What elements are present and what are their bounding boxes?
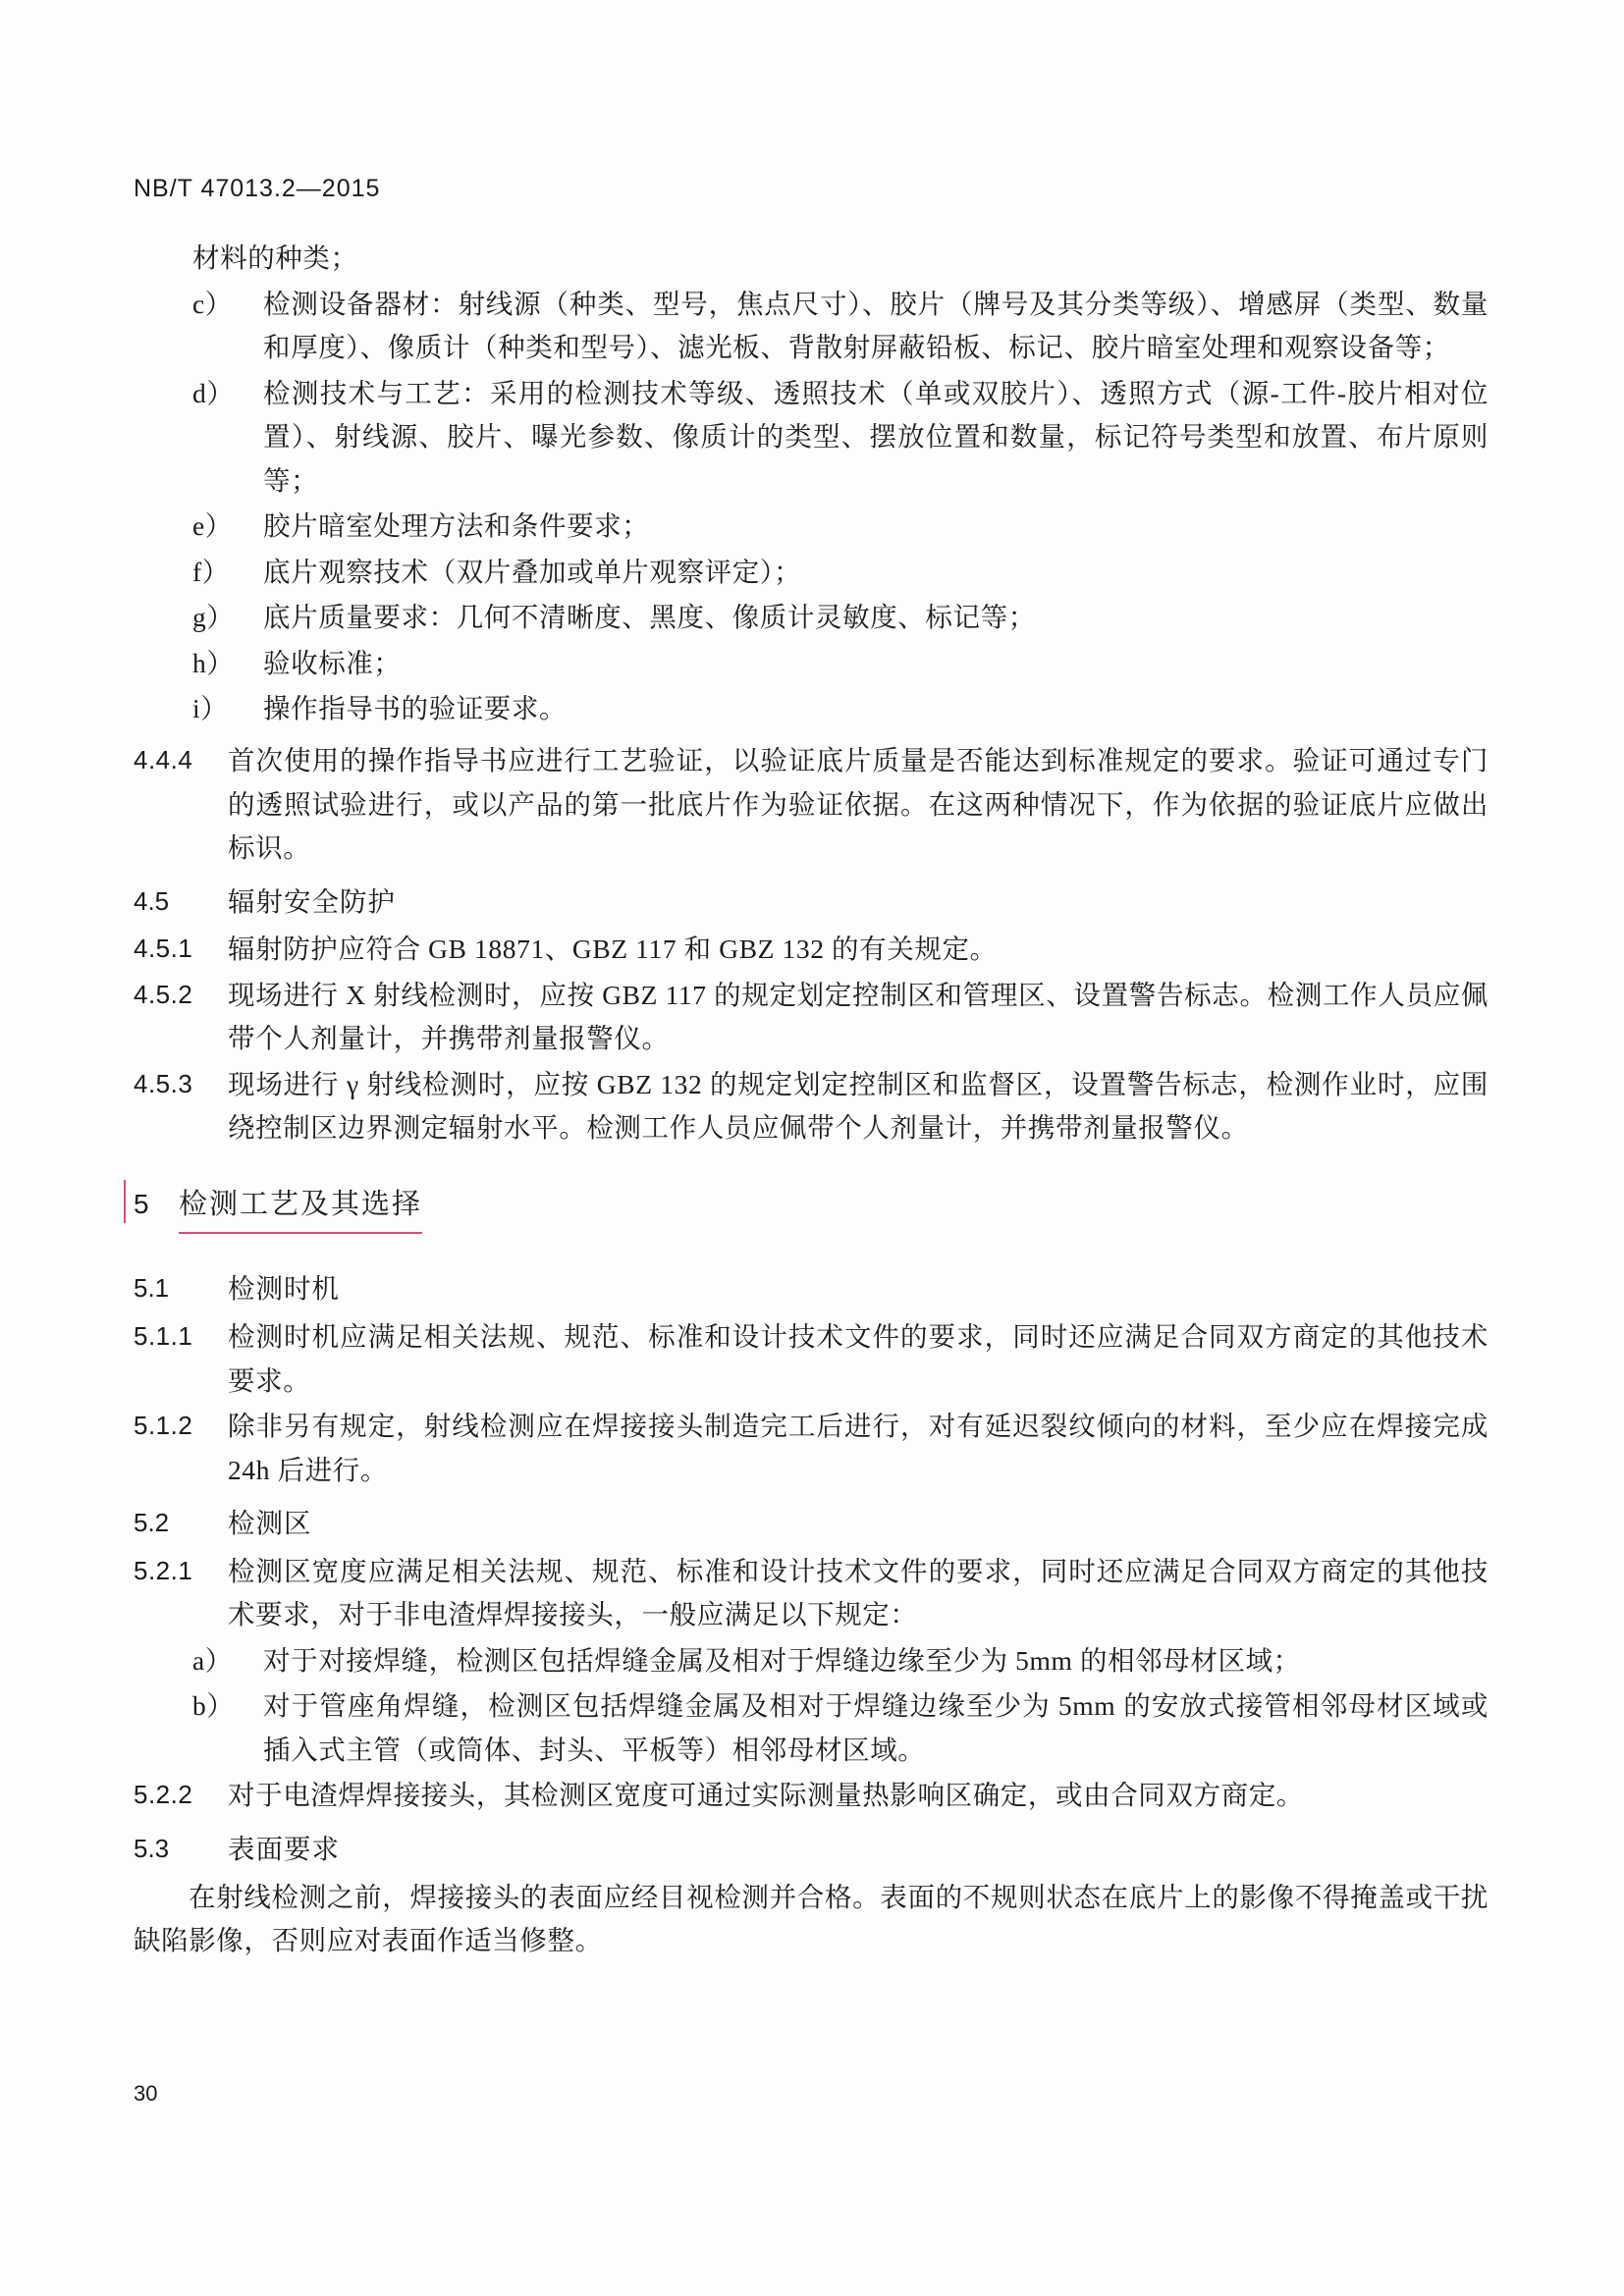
clause-number: 5.1.1 — [134, 1320, 193, 1351]
list-text: 检测设备器材：射线源（种类、型号，焦点尺寸）、胶片（牌号及其分类等级）、增感屏（类型、数量和厚度）、像质计（种类和型号）、滤光板、背散射屏蔽铅板、标记、胶片暗室处理和观察设备等； — [263, 288, 1489, 363]
clause-4-5-heading — [134, 881, 1489, 925]
page-content — [134, 175, 1489, 1965]
clause-text: 辐射防护应符合 GB 18871、GBZ 117 和 GBZ 132 的有关规定。 — [228, 934, 998, 965]
list-marker: g） — [192, 602, 235, 633]
clause-title: 检测时机 — [228, 1273, 340, 1305]
clause-number: 5.3 — [134, 1834, 170, 1863]
list-marker: b） — [192, 1690, 235, 1722]
clause-number: 4.5.2 — [134, 979, 193, 1009]
clause-5-3-heading — [134, 1828, 1489, 1872]
clause-title: 检测区 — [228, 1508, 312, 1539]
clause-number: 4.5.3 — [134, 1068, 193, 1098]
list-item — [192, 642, 1489, 686]
clause-text: 对于电渣焊焊接接头，其检测区宽度可通过实际测量热影响区确定，或由合同双方商定。 — [228, 1780, 1304, 1811]
page-number: 30 — [134, 2081, 158, 2106]
list-item — [192, 596, 1489, 640]
list-marker: a） — [192, 1644, 233, 1676]
list-text: 验收标准； — [263, 647, 402, 678]
clause-title: 辐射安全防护 — [228, 885, 396, 917]
top-fragment-text: 材料的种类； — [192, 242, 358, 273]
clause-5-1-2 — [134, 1405, 1489, 1492]
list-item — [192, 283, 1489, 370]
clause-number: 5.2 — [134, 1508, 170, 1538]
list-item — [192, 551, 1489, 595]
list-item — [192, 1639, 1489, 1683]
section-5-heading — [134, 1184, 1489, 1243]
clause-4-5-1 — [134, 928, 1489, 972]
clause-5-1-heading — [134, 1267, 1489, 1311]
clause-5-1-1 — [134, 1315, 1489, 1403]
list-text: 胶片暗室处理方法和条件要求； — [263, 510, 650, 542]
clause-text: 检测区宽度应满足相关法规、规范、标准和设计技术文件的要求，同时还应满足合同双方商定的其他技术要求，对于非电渣焊焊接接头，一般应满足以下规定： — [228, 1555, 1489, 1630]
list-item — [192, 505, 1489, 549]
page-header-standard-id: NB/T 47013.2—2015 — [134, 175, 381, 202]
clause-text: 除非另有规定，射线检测应在焊接接头制造完工后进行，对有延迟裂纹倾向的材料，至少应在焊接完成 24h 后进行。 — [228, 1411, 1489, 1485]
clause-text: 检测时机应满足相关法规、规范、标准和设计技术文件的要求，同时还应满足合同双方商定的其他技术要求。 — [228, 1320, 1489, 1396]
clause-text: 现场进行 X 射线检测时，应按 GBZ 117 的规定划定控制区和管理区、设置警告标志。检测工作人员应佩带个人剂量计，并携带剂量报警仪。 — [228, 979, 1489, 1054]
list-text: 对于对接焊缝，检测区包括焊缝金属及相对于焊缝边缘至少为 5mm 的相邻母材区域； — [263, 1644, 1301, 1676]
list-text: 底片观察技术（双片叠加或单片观察评定）； — [263, 556, 802, 587]
clause-5-2-1 — [134, 1550, 1489, 1637]
list-marker: h） — [192, 647, 235, 678]
list-text: 操作指导书的验证要求。 — [263, 693, 568, 724]
list-item — [192, 1684, 1489, 1772]
clause-number: 4.5 — [134, 885, 170, 916]
clause-5-2-2 — [134, 1774, 1489, 1818]
clause-number: 5.2.1 — [134, 1555, 193, 1585]
clause-521-sublist — [192, 1639, 1489, 1773]
section-title: 检测工艺及其选择 — [179, 1184, 422, 1235]
list-marker: f） — [192, 556, 230, 587]
list-text: 对于管座角焊缝，检测区包括焊缝金属及相对于焊缝边缘至少为 5mm 的安放式接管相邻母材区域或插入式主管（或筒体、封头、平板等）相邻母材区域。 — [263, 1690, 1489, 1765]
clause-text: 现场进行 γ 射线检测时，应按 GBZ 132 的规定划定控制区和监督区，设置警告标志，检测作业时，应围绕控制区边界测定辐射水平。检测工作人员应佩带个人剂量计，并携带剂量报警仪。 — [228, 1068, 1489, 1144]
clause-444-list — [192, 283, 1489, 731]
clause-4-5-2 — [134, 974, 1489, 1061]
list-marker: d） — [192, 377, 235, 408]
list-item — [192, 687, 1489, 731]
clause-number: 5.1 — [134, 1273, 170, 1304]
list-marker: e） — [192, 510, 233, 542]
list-text: 检测技术与工艺：采用的检测技术等级、透照技术（单或双胶片）、透照方式（源-工件-胶片相对位置）、射线源、胶片、曝光参数、像质计的类型、摆放位置和数量，标记符号类型和放置、布片原则等； — [263, 377, 1489, 496]
list-item — [192, 372, 1489, 504]
clause-number: 5.2.2 — [134, 1780, 193, 1810]
clause-4-4-4 — [134, 739, 1489, 871]
clause-5-2-heading — [134, 1502, 1489, 1546]
list-marker: c） — [192, 288, 233, 319]
clause-number: 4.5.1 — [134, 934, 193, 964]
clause-text: 首次使用的操作指导书应进行工艺验证，以验证底片质量是否能达到标准规定的要求。验证可通过专门的透照试验进行，或以产品的第一批底片作为验证依据。在这两种情况下，作为依据的验证底片应做出标识。 — [228, 745, 1489, 864]
section-number: 5 — [134, 1188, 149, 1219]
accent-rule-left — [124, 1180, 126, 1223]
clause-number: 4.4.4 — [134, 745, 193, 775]
clause-4-5-3 — [134, 1063, 1489, 1150]
list-marker: i） — [192, 693, 229, 724]
clause-title: 表面要求 — [228, 1834, 340, 1864]
clause-number: 5.1.2 — [134, 1411, 193, 1441]
list-text: 底片质量要求：几何不清晰度、黑度、像质计灵敏度、标记等； — [263, 602, 1036, 633]
clause-5-3-text: 在射线检测之前，焊接接头的表面应经目视检测并合格。表面的不规则状态在底片上的影像不得掩盖或干扰缺陷影像，否则应对表面作适当修整。 — [134, 1881, 1489, 1956]
